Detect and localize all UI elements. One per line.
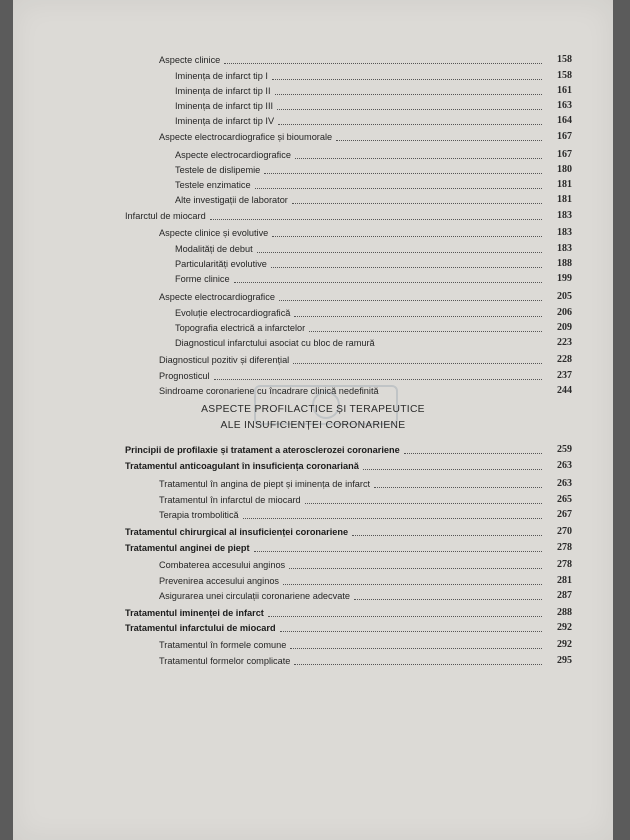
toc-entry-page: 295: [557, 655, 572, 666]
toc-entry-title: Tratamentul în infarctul de miocard: [159, 495, 301, 505]
leader-dots: [277, 109, 542, 110]
toc-entry-title: Iminența de infarct tip I: [175, 71, 268, 81]
toc-entry-page: 263: [557, 460, 572, 471]
toc-entry-title: Testele enzimatice: [175, 180, 251, 190]
toc-entry-title: Diagnosticul pozitiv și diferențial: [159, 355, 290, 365]
leader-dots: [336, 140, 542, 141]
toc-entry-title: Tratamentul în angina de piept și iminența de infarct: [159, 479, 371, 489]
toc-entry-title: Terapia trombolitică: [159, 510, 239, 520]
toc-entry-page: 288: [557, 607, 572, 618]
leader-dots: [210, 219, 542, 220]
toc-entry-page: 167: [557, 149, 572, 160]
toc-entry-title: Modalități de debut: [175, 244, 253, 254]
leader-dots: [264, 173, 542, 174]
toc-entry: [125, 209, 572, 223]
toc-entry-page: 265: [557, 494, 572, 505]
toc-entry-page: 181: [557, 179, 572, 190]
toc-entry: [159, 558, 572, 572]
toc-entry-title: Tratamentul în formele comune: [159, 640, 287, 650]
leader-dots: [234, 282, 542, 283]
toc-entry-page: 209: [557, 322, 572, 333]
toc-entry-page: 223: [557, 337, 572, 348]
toc-entry: [175, 321, 572, 335]
toc-entry-title: Tratamentul chirurgical al insuficienței coronariene: [125, 527, 349, 537]
toc-entry: [175, 272, 572, 286]
leader-dots: [272, 236, 542, 237]
toc-entry-page: 292: [557, 639, 572, 650]
toc-entry-page: 237: [557, 370, 572, 381]
toc-entry-title: Tratamentul iminenței de infarct: [125, 608, 264, 618]
toc-entry-page: 287: [557, 590, 572, 601]
toc-entry-title: Sindroame coronariene cu încadrare clinică nedefinită: [159, 386, 379, 396]
toc-entry: [175, 114, 572, 128]
toc-entry-title: Alte investigații de laborator: [175, 195, 288, 205]
leader-dots: [294, 316, 542, 317]
toc-entry: [125, 459, 572, 473]
toc-entry-page: 263: [557, 478, 572, 489]
toc-entry-title: Tratamentul anginei de piept: [125, 543, 250, 553]
toc-entry: [175, 69, 572, 83]
toc-entry-title: Principii de profilaxie și tratament a aterosclerozei coronariene: [125, 445, 400, 455]
toc-entry-page: 188: [557, 258, 572, 269]
toc-entry-page: 183: [557, 227, 572, 238]
toc-entry: [159, 130, 572, 144]
toc-entry-page: 181: [557, 194, 572, 205]
toc-entry: [125, 525, 572, 539]
toc-entry-page: 278: [557, 559, 572, 570]
toc-entry: [159, 53, 572, 67]
toc-entry-title: Diagnosticul infarctului asociat cu bloc de ramură: [175, 338, 375, 348]
toc-entry: [125, 443, 572, 457]
leader-dots: [275, 94, 543, 95]
toc-entry: [175, 148, 572, 162]
toc-entry-page: 180: [557, 164, 572, 175]
leader-dots: [293, 363, 542, 364]
toc-entry: [159, 290, 572, 304]
toc-entry: [175, 163, 572, 177]
leader-dots: [279, 300, 542, 301]
section-heading-line-1: ASPECTE PROFILACTICE ȘI TERAPEUTICE: [201, 404, 425, 415]
leader-dots: [278, 124, 542, 125]
toc-entry-page: 270: [557, 526, 572, 537]
toc-entry: [175, 84, 572, 98]
toc-entry-title: Iminența de infarct tip IV: [175, 116, 275, 126]
leader-dots: [374, 487, 542, 488]
toc-entry: [175, 178, 572, 192]
leader-dots: [268, 616, 542, 617]
toc-entry: [175, 242, 572, 256]
leader-dots: [254, 551, 542, 552]
toc-entry-title: Tratamentul formelor complicate: [159, 656, 291, 666]
toc-entry-title: Asigurarea unei circulații coronariene adecvate: [159, 591, 351, 601]
toc-entry-title: Tratamentul anticoagulant în insuficiența coronariană: [125, 461, 359, 471]
leader-dots: [272, 79, 542, 80]
toc-entry-page: 292: [557, 622, 572, 633]
toc-entry: [159, 353, 572, 367]
leader-dots: [305, 503, 542, 504]
toc-entry-page: 164: [557, 115, 572, 126]
section-heading-line-2: ALE INSUFICIENȚEI CORONARIENE: [220, 420, 406, 431]
toc-entry-page: 158: [557, 54, 572, 65]
toc-entry-title: Prognosticul: [159, 371, 210, 381]
leader-dots: [283, 584, 542, 585]
toc-entry: [159, 589, 572, 603]
toc-entry: [125, 621, 572, 635]
leader-dots: [352, 535, 542, 536]
toc-entry-title: Testele de dislipemie: [175, 165, 261, 175]
leader-dots: [292, 203, 542, 204]
leader-dots: [280, 631, 542, 632]
toc-entry-title: Infarctul de miocard: [125, 211, 206, 221]
leader-dots: [243, 518, 542, 519]
leader-dots: [257, 252, 542, 253]
toc-entry-title: Tratamentul infarctului de miocard: [125, 623, 276, 633]
toc-entry: [159, 508, 572, 522]
toc-entry-page: 267: [557, 509, 572, 520]
toc-entry-title: Aspecte clinice și evolutive: [159, 228, 269, 238]
toc-entry-title: Iminența de infarct tip II: [175, 86, 271, 96]
toc-entry: [125, 606, 572, 620]
toc-entry: [159, 638, 572, 652]
toc-entry-title: Iminența de infarct tip III: [175, 101, 274, 111]
toc-entry: [175, 306, 572, 320]
leader-dots: [290, 648, 542, 649]
leader-dots: [404, 453, 542, 454]
toc-entry-page: 161: [557, 85, 572, 96]
toc-entry-title: Evoluție electrocardiografică: [175, 308, 291, 318]
toc-entry-title: Aspecte electrocardiografice: [159, 292, 275, 302]
leader-dots: [289, 568, 542, 569]
toc-entry-title: Forme clinice: [175, 274, 230, 284]
toc-entry-title: Combaterea accesului anginos: [159, 560, 286, 570]
toc-entry-title: Aspecte clinice: [159, 55, 221, 65]
toc-entry-page: 259: [557, 444, 572, 455]
toc-entry-page: 183: [557, 243, 572, 254]
toc-entry-page: 205: [557, 291, 572, 302]
toc-entry-page: 228: [557, 354, 572, 365]
toc-entry: [175, 193, 572, 207]
toc-entry: [125, 541, 572, 555]
toc-entry: [175, 99, 572, 113]
book-page: [13, 0, 613, 840]
toc-entry: [159, 493, 572, 507]
toc-entry-page: 206: [557, 307, 572, 318]
toc-entry-title: Topografia electrică a infarctelor: [175, 323, 306, 333]
toc-entry-page: 158: [557, 70, 572, 81]
toc-entry-page: 278: [557, 542, 572, 553]
toc-entry-page: 167: [557, 131, 572, 142]
leader-dots: [354, 599, 542, 600]
toc-entry-page: 183: [557, 210, 572, 221]
toc-entry: [159, 574, 572, 588]
toc-entry-page: 163: [557, 100, 572, 111]
leader-dots: [294, 664, 542, 665]
toc-entry: [159, 654, 572, 668]
toc-entry-page: 281: [557, 575, 572, 586]
leader-dots: [271, 267, 542, 268]
toc-entry-page: 199: [557, 273, 572, 284]
leader-dots: [255, 188, 542, 189]
toc-entry: [175, 257, 572, 271]
leader-dots: [295, 158, 542, 159]
toc-entry-page: 244: [557, 385, 572, 396]
toc-entry-title: Aspecte electrocardiografice și bioumorale: [159, 132, 333, 142]
leader-dots: [363, 469, 542, 470]
toc-entry-title: Particularități evolutive: [175, 259, 267, 269]
leader-dots: [309, 331, 542, 332]
toc-entry: [159, 477, 572, 491]
toc-entry-title: Prevenirea accesului anginos: [159, 576, 280, 586]
toc-entry: [175, 336, 572, 350]
leader-dots: [224, 63, 542, 64]
toc-entry: [159, 226, 572, 240]
toc-entry-title: Aspecte electrocardiografice: [175, 150, 291, 160]
